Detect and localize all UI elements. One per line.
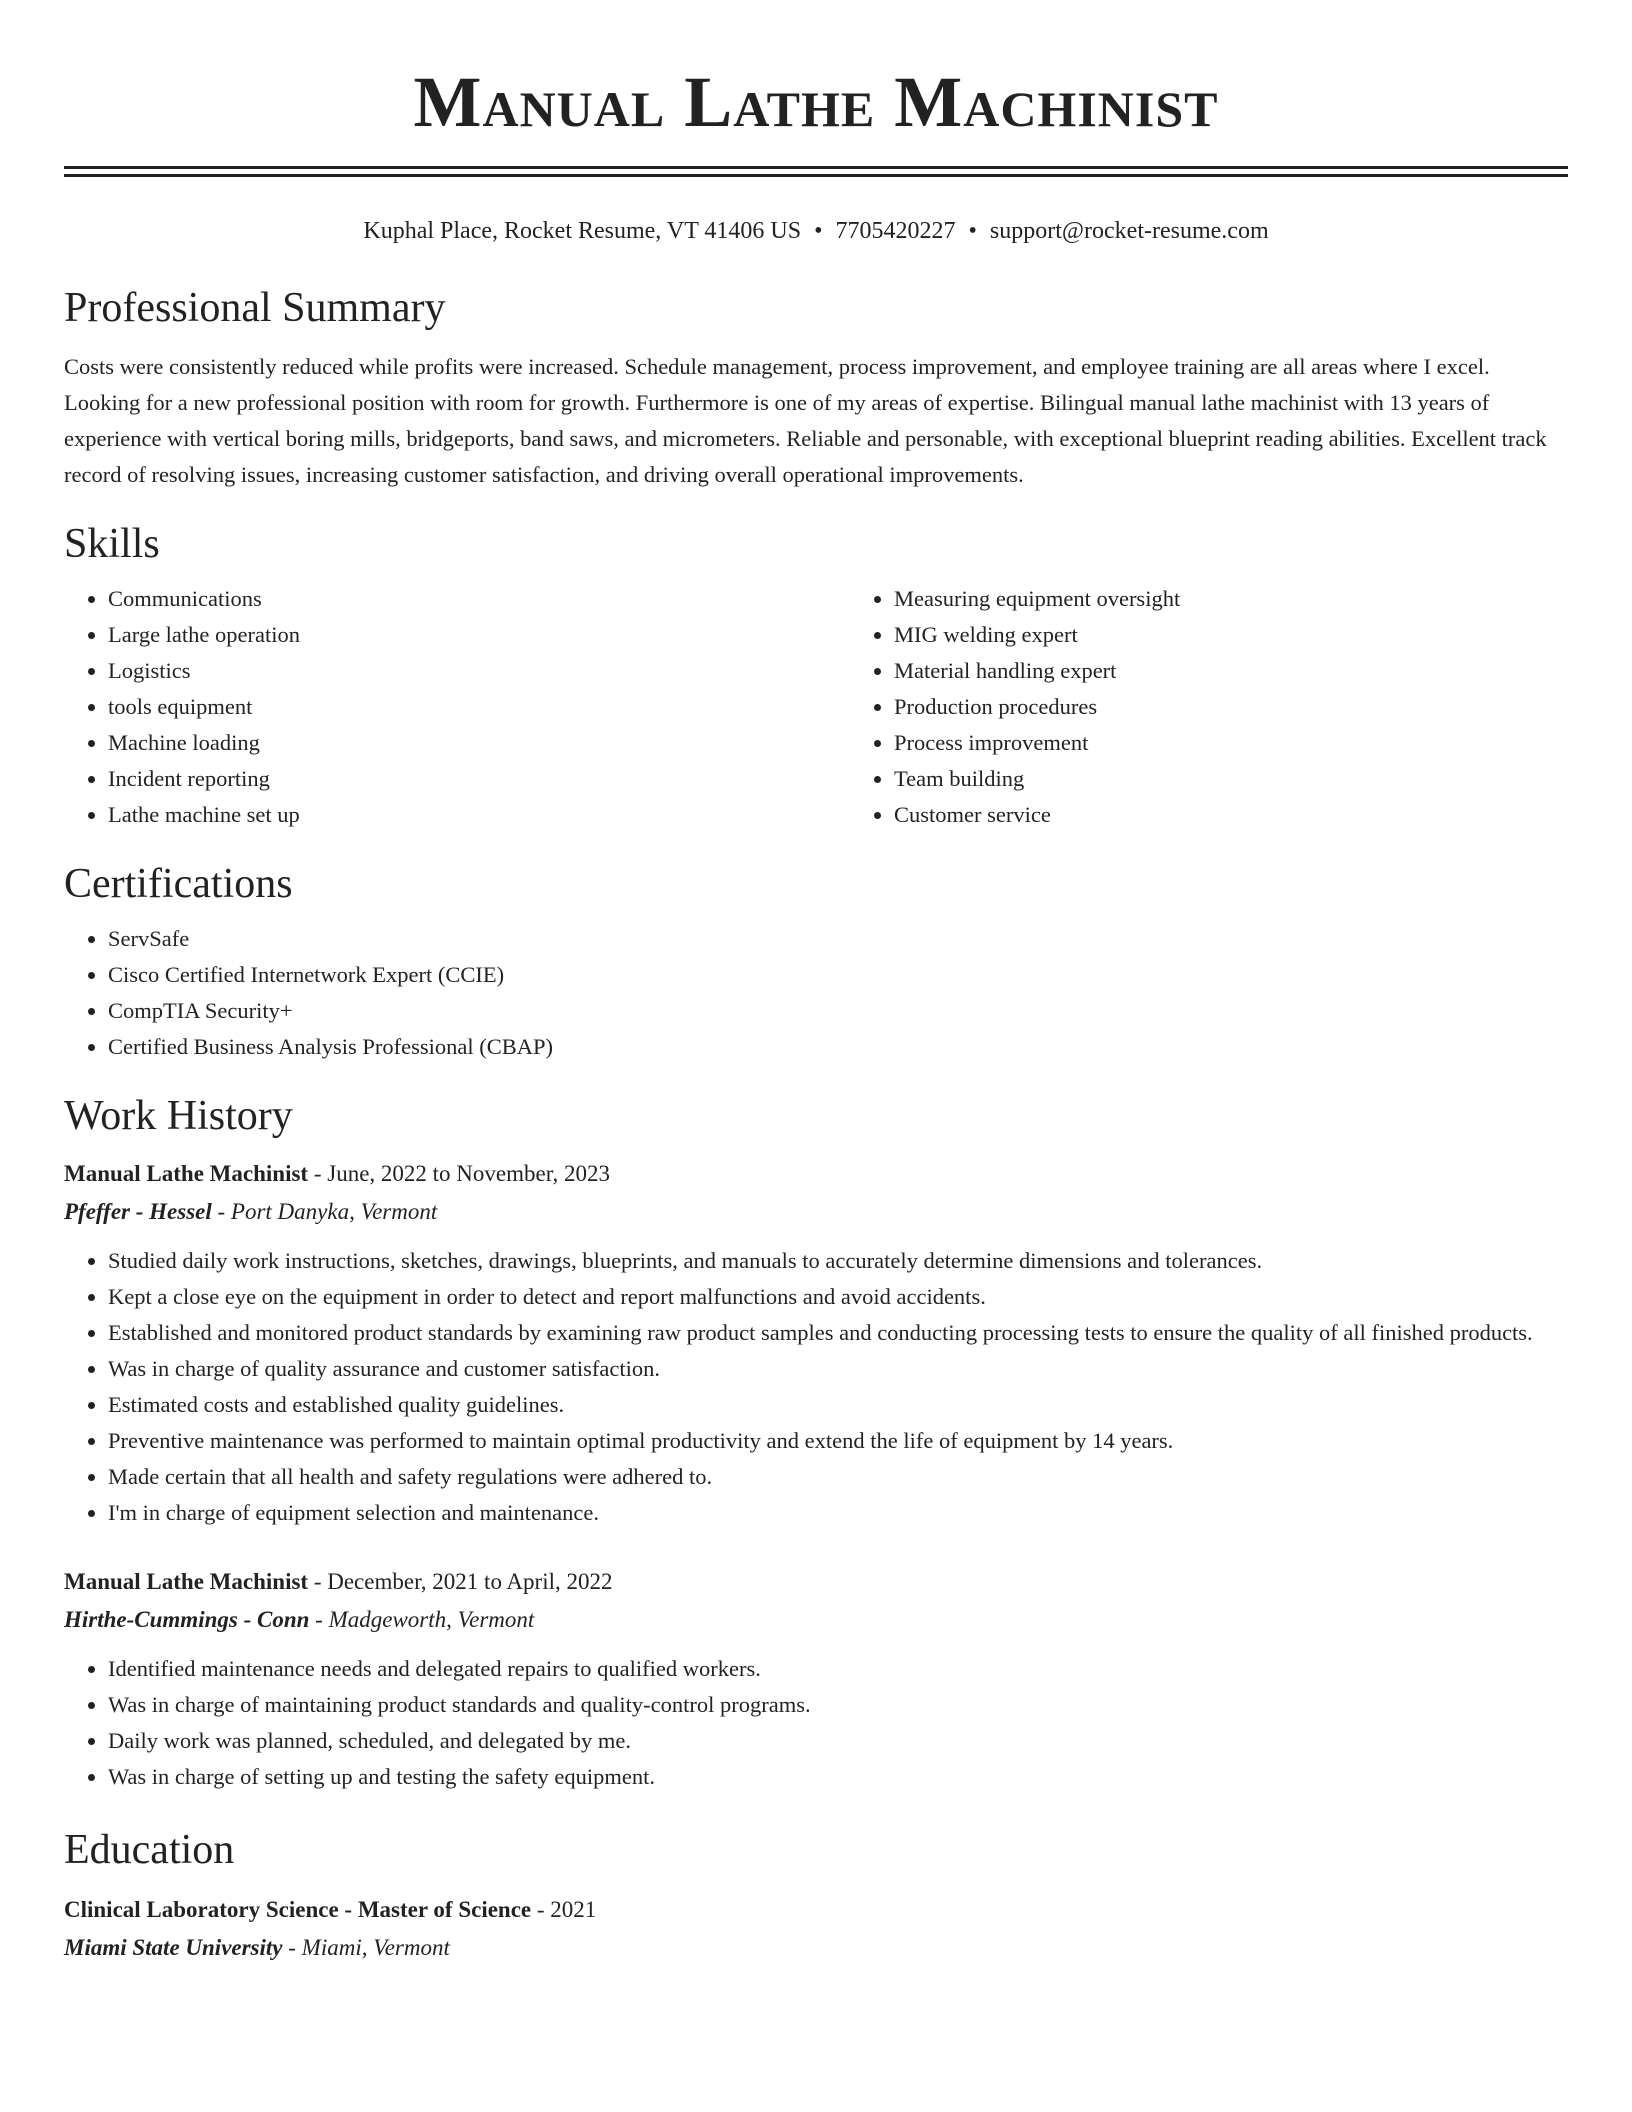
certification-item: • Cisco Certified Internetwork Expert (CCIE) — [108, 957, 1568, 993]
skill-item: • Logistics — [108, 653, 850, 689]
job-dates: - June, 2022 to November, 2023 — [308, 1161, 610, 1186]
job-bullet: • Established and monitored product standards by examining raw product samples and conducting processing tests to ensure the quality of all finished products. — [108, 1315, 1568, 1351]
skills-section — [64, 519, 1568, 833]
education-section — [64, 1825, 1568, 1967]
summary-section — [64, 283, 1568, 493]
summary-heading: Professional Summary — [64, 285, 446, 331]
education-degree-line — [64, 1891, 1568, 1929]
job-title: Manual Lathe Machinist — [64, 1569, 309, 1594]
skill-item: • Team building — [894, 761, 1632, 797]
job-company-line — [64, 1601, 1568, 1639]
certifications-heading: Certifications — [64, 861, 293, 907]
contact-separator: • — [814, 218, 823, 244]
job-bullet: • Was in charge of quality assurance and customer satisfaction. — [108, 1351, 1568, 1387]
job-bullets — [64, 1243, 1568, 1531]
skill-item: • Incident reporting — [108, 761, 850, 797]
job-header — [64, 1563, 1568, 1601]
skill-item: • Customer service — [894, 797, 1632, 833]
certification-item: • Certified Business Analysis Professional (CBAP) — [108, 1029, 1568, 1065]
job-location: - Port Danyka, Vermont — [211, 1199, 438, 1224]
job-dates: - December, 2021 to April, 2022 — [308, 1569, 613, 1594]
work-history-heading: Work History — [64, 1093, 293, 1139]
title-double-rule — [64, 166, 1568, 177]
job-bullet: • I'm in charge of equipment selection and maintenance. — [108, 1495, 1568, 1531]
job-entry — [64, 1155, 1568, 1531]
skills-heading: Skills — [64, 521, 160, 567]
education-year: - 2021 — [531, 1897, 597, 1922]
contact-line — [64, 215, 1568, 247]
job-bullet: • Preventive maintenance was performed to maintain optimal productivity and extend the life of equipment by 14 years. — [108, 1423, 1568, 1459]
skill-item: • Production procedures — [894, 689, 1632, 725]
work-history-section — [64, 1091, 1568, 1795]
job-title: Manual Lathe Machinist — [64, 1161, 309, 1186]
contact-address: Kuphal Place, Rocket Resume, VT 41406 US — [363, 218, 802, 244]
skill-item: • tools equipment — [108, 689, 850, 725]
certification-item: • CompTIA Security+ — [108, 993, 1568, 1029]
skill-item: • Machine loading — [108, 725, 850, 761]
skill-item: • Measuring equipment oversight — [894, 581, 1632, 617]
skill-item: • Communications — [108, 581, 850, 617]
skill-item: • Large lathe operation — [108, 617, 850, 653]
certifications-list — [64, 921, 1568, 1065]
education-entry — [64, 1891, 1568, 1967]
job-bullet: • Was in charge of maintaining product standards and quality-control programs. — [108, 1687, 1568, 1723]
job-header — [64, 1155, 1568, 1193]
job-company: Hirthe-Cummings - Conn — [64, 1607, 310, 1632]
job-bullet: • Studied daily work instructions, sketches, drawings, blueprints, and manuals to accurately determine dimensions and tolerances. — [108, 1243, 1568, 1279]
skill-item: • MIG welding expert — [894, 617, 1632, 653]
job-bullet: • Kept a close eye on the equipment in order to detect and report malfunctions and avoid accidents. — [108, 1279, 1568, 1315]
job-bullet: • Made certain that all health and safety regulations were adhered to. — [108, 1459, 1568, 1495]
education-school: Miami State University — [64, 1935, 283, 1960]
job-company: Pfeffer - Hessel — [64, 1199, 212, 1224]
job-bullet: • Daily work was planned, scheduled, and delegated by me. — [108, 1723, 1568, 1759]
skills-right-list — [850, 581, 1632, 833]
job-company-line — [64, 1193, 1568, 1231]
job-bullet: • Identified maintenance needs and delegated repairs to qualified workers. — [108, 1651, 1568, 1687]
education-school-line — [64, 1929, 1568, 1967]
resume-title: Manual Lathe Machinist — [413, 62, 1219, 142]
summary-text: Costs were consistently reduced while profits were increased. Schedule management, process improvement, and employee training are all areas where I excel. Looking for a new professional position with room for growth. Furthermore is one of my areas of expertise. Bilingual manual lathe machinist with 13 years of experience with vertical boring mills, bridgeports, band saws, and micrometers. Reliable and personable, with exceptional blueprint reading abilities. Excellent track record of resolving issues, increasing customer satisfaction, and driving overall operational improvements. — [64, 354, 1547, 487]
skills-columns — [64, 581, 1568, 833]
certifications-section — [64, 859, 1568, 1065]
skill-item: • Process improvement — [894, 725, 1632, 761]
contact-phone: 7705420227 — [835, 218, 956, 244]
skill-item: • Material handling expert — [894, 653, 1632, 689]
skill-item: • Lathe machine set up — [108, 797, 850, 833]
contact-separator: • — [968, 218, 977, 244]
job-bullet: • Was in charge of setting up and testing the safety equipment. — [108, 1759, 1568, 1795]
job-entry — [64, 1563, 1568, 1795]
skills-left-list — [64, 581, 850, 833]
job-bullet: • Estimated costs and established quality guidelines. — [108, 1387, 1568, 1423]
education-heading: Education — [64, 1827, 235, 1873]
certification-item: • ServSafe — [108, 921, 1568, 957]
contact-email: support@rocket-resume.com — [989, 218, 1269, 244]
education-degree: Clinical Laboratory Science - Master of Science — [64, 1897, 532, 1922]
job-bullets — [64, 1651, 1568, 1795]
job-location: - Madgeworth, Vermont — [309, 1607, 535, 1632]
education-location: - Miami, Vermont — [282, 1935, 450, 1960]
